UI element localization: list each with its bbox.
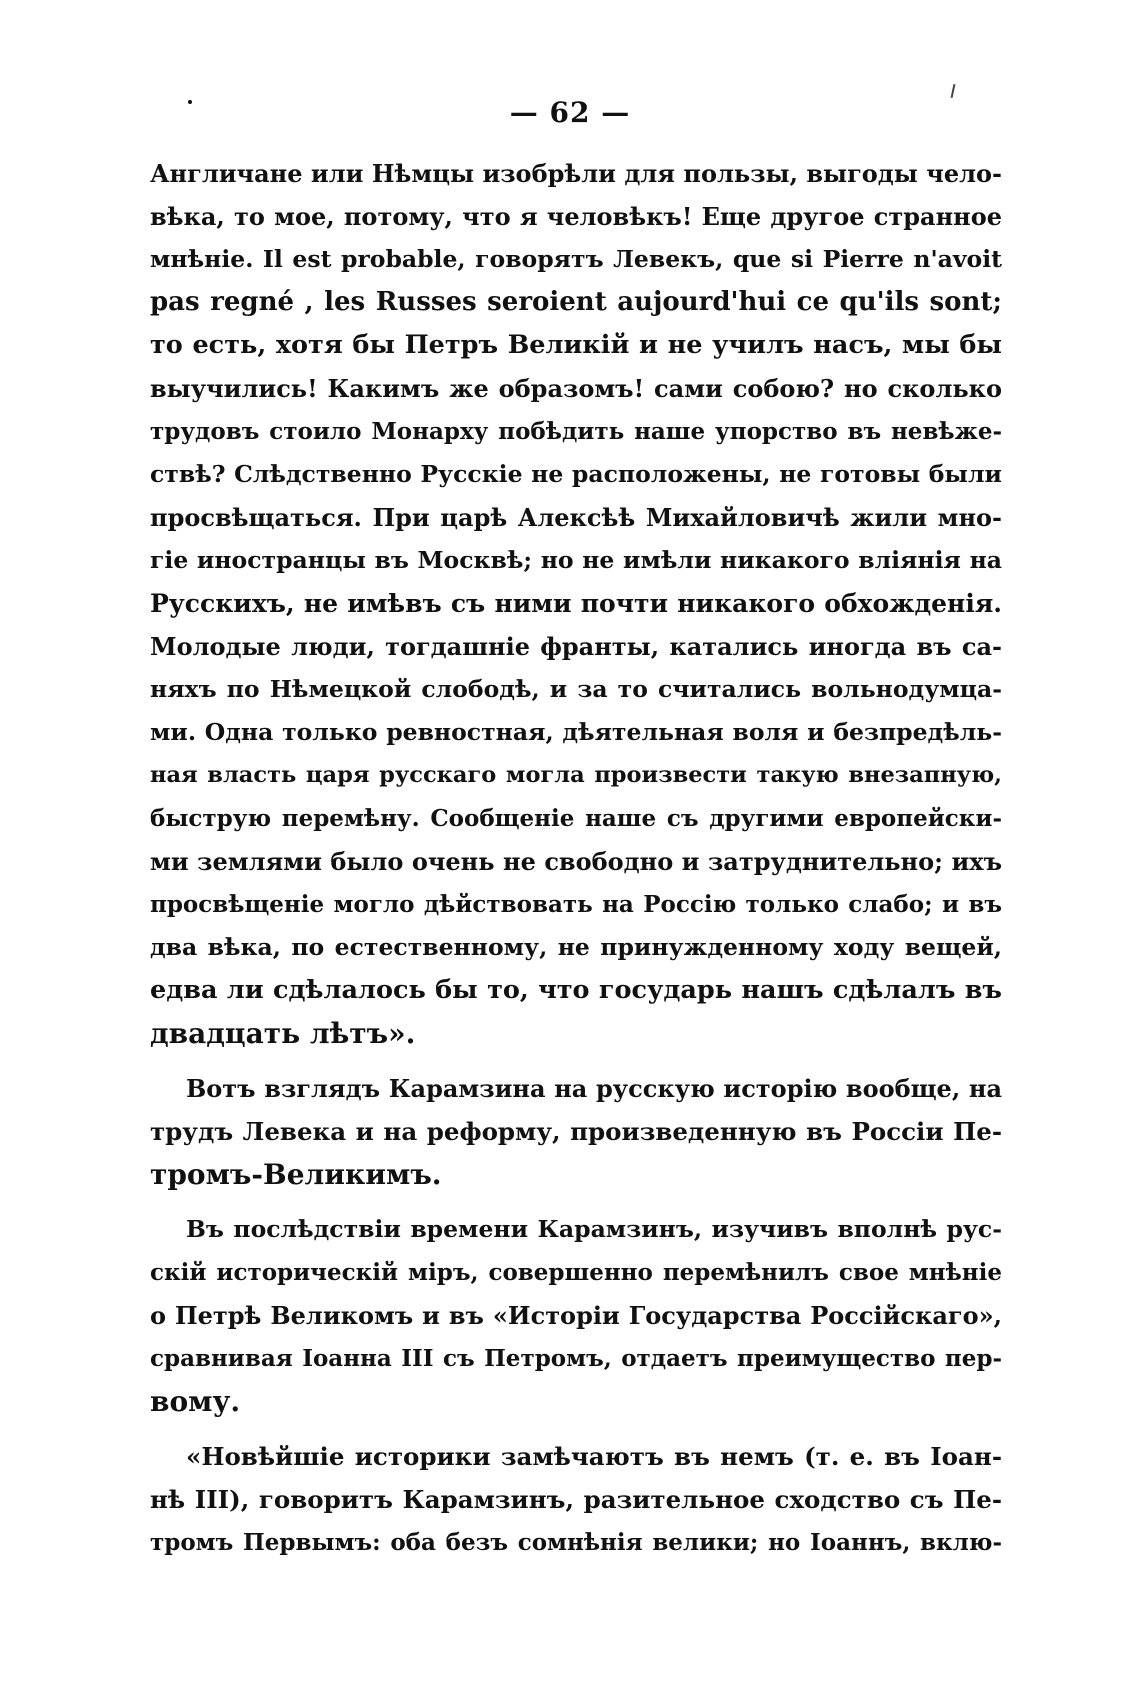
text-line: нѣ III), говоритъ Карамзинъ, разительное сходство съ Пе- [150, 1485, 1002, 1514]
text-line: то есть, хотя бы Петръ Великій и не училъ насъ, мы бы [150, 330, 1002, 360]
paragraph-gap [150, 1196, 1002, 1208]
text-line: Русскихъ, не имѣвъ съ ними почти никакого обхожденія. [150, 589, 1002, 618]
text-line: ная власть царя русскаго могла произвести такую внезапную, [150, 762, 1002, 788]
text-line: о Петрѣ Великомъ и въ «Исторіи Государства Россійскаго», [150, 1301, 1002, 1330]
text-line: Молодые люди, тогдашніе франты, катались иногда въ са- [150, 632, 1002, 661]
text-line: едва ли сдѣлалось бы то, что государь нашъ сдѣлалъ въ [150, 975, 1002, 1005]
text-line: трудъ Левека и на реформу, произведенную въ Россіи Пе- [150, 1117, 1002, 1146]
text-line: Въ послѣдствіи времени Карамзинъ, изучивъ вполнѣ рус- [186, 1215, 1002, 1243]
body-text [150, 152, 1002, 1564]
text-line: мнѣніе. Il est probable, говорятъ Левекъ, que si Pierre n'avoit [150, 245, 1002, 273]
paragraph-gap [150, 1055, 1002, 1067]
paragraph [150, 1067, 1002, 1196]
paragraph-gap [150, 1423, 1002, 1435]
text-line: ми. Одна только ревностная, дѣятельная воля и безпредѣль- [150, 718, 1002, 746]
text-line: ствѣ? Слѣдственно Русскіе не расположены, не готовы были [150, 460, 1002, 488]
text-line: выучились! Какимъ же образомъ! сами собою? но сколько [150, 374, 1002, 403]
text-line: Вотъ взглядъ Карамзина на русскую исторію вообще, на [186, 1074, 1002, 1103]
text-line: трудовъ стоило Монарху побѣдить наше упорство въ невѣже- [150, 418, 1002, 445]
text-line: pas regné , les Russes seroient aujourd'hui ce qu'ils sont; [150, 287, 1002, 317]
text-line: Англичане или Нѣмцы изобрѣли для пользы, выгоды чело- [150, 159, 1002, 188]
text-line: скій историческій міръ, совершенно перемѣнилъ свое мнѣніе [150, 1259, 1002, 1286]
text-line: гіе иностранцы въ Москвѣ; но не имѣли никакого вліянія на [150, 546, 1002, 574]
text-line: просвѣщаться. При царѣ Алексѣѣ Михайловичѣ жили мно- [150, 503, 1002, 532]
text-line: няхъ по Нѣмецкой слободѣ, и за то считались вольнодумца- [150, 675, 1002, 703]
text-line: сравнивая Іоанна III съ Петромъ, отдаетъ преимущество пер- [150, 1345, 1002, 1372]
page-number: — 62 — [509, 96, 631, 129]
text-line: двадцать лѣтъ». [150, 1017, 416, 1050]
text-line: просвѣщеніе могло дѣйствовать на Россію только слабо; и въ [150, 891, 1002, 918]
text-line: вѣка, то мое, потому, что я человѣкъ! Еще другое странное [150, 202, 1002, 231]
text-line: тромъ Первымъ: оба безъ сомнѣнія велики; но Іоаннъ, вклю- [150, 1529, 1002, 1556]
text-line: тромъ-Великимъ. [150, 1158, 442, 1191]
text-line: ми землями было очень не свободно и затруднительно; ихъ [150, 847, 1002, 876]
text-line: «Новѣйшіе историки замѣчаютъ въ немъ (т. е. въ Іоан- [186, 1442, 1002, 1471]
text-line: быструю перемѣну. Сообщеніе наше съ другими европейски- [150, 805, 1002, 832]
text-line: два вѣка, по естественному, не принужденному ходу вещей, [150, 933, 1002, 961]
paragraph [150, 1208, 1002, 1423]
paragraph [150, 152, 1002, 1055]
paragraph [150, 1435, 1002, 1564]
text-line: вому. [150, 1385, 241, 1418]
